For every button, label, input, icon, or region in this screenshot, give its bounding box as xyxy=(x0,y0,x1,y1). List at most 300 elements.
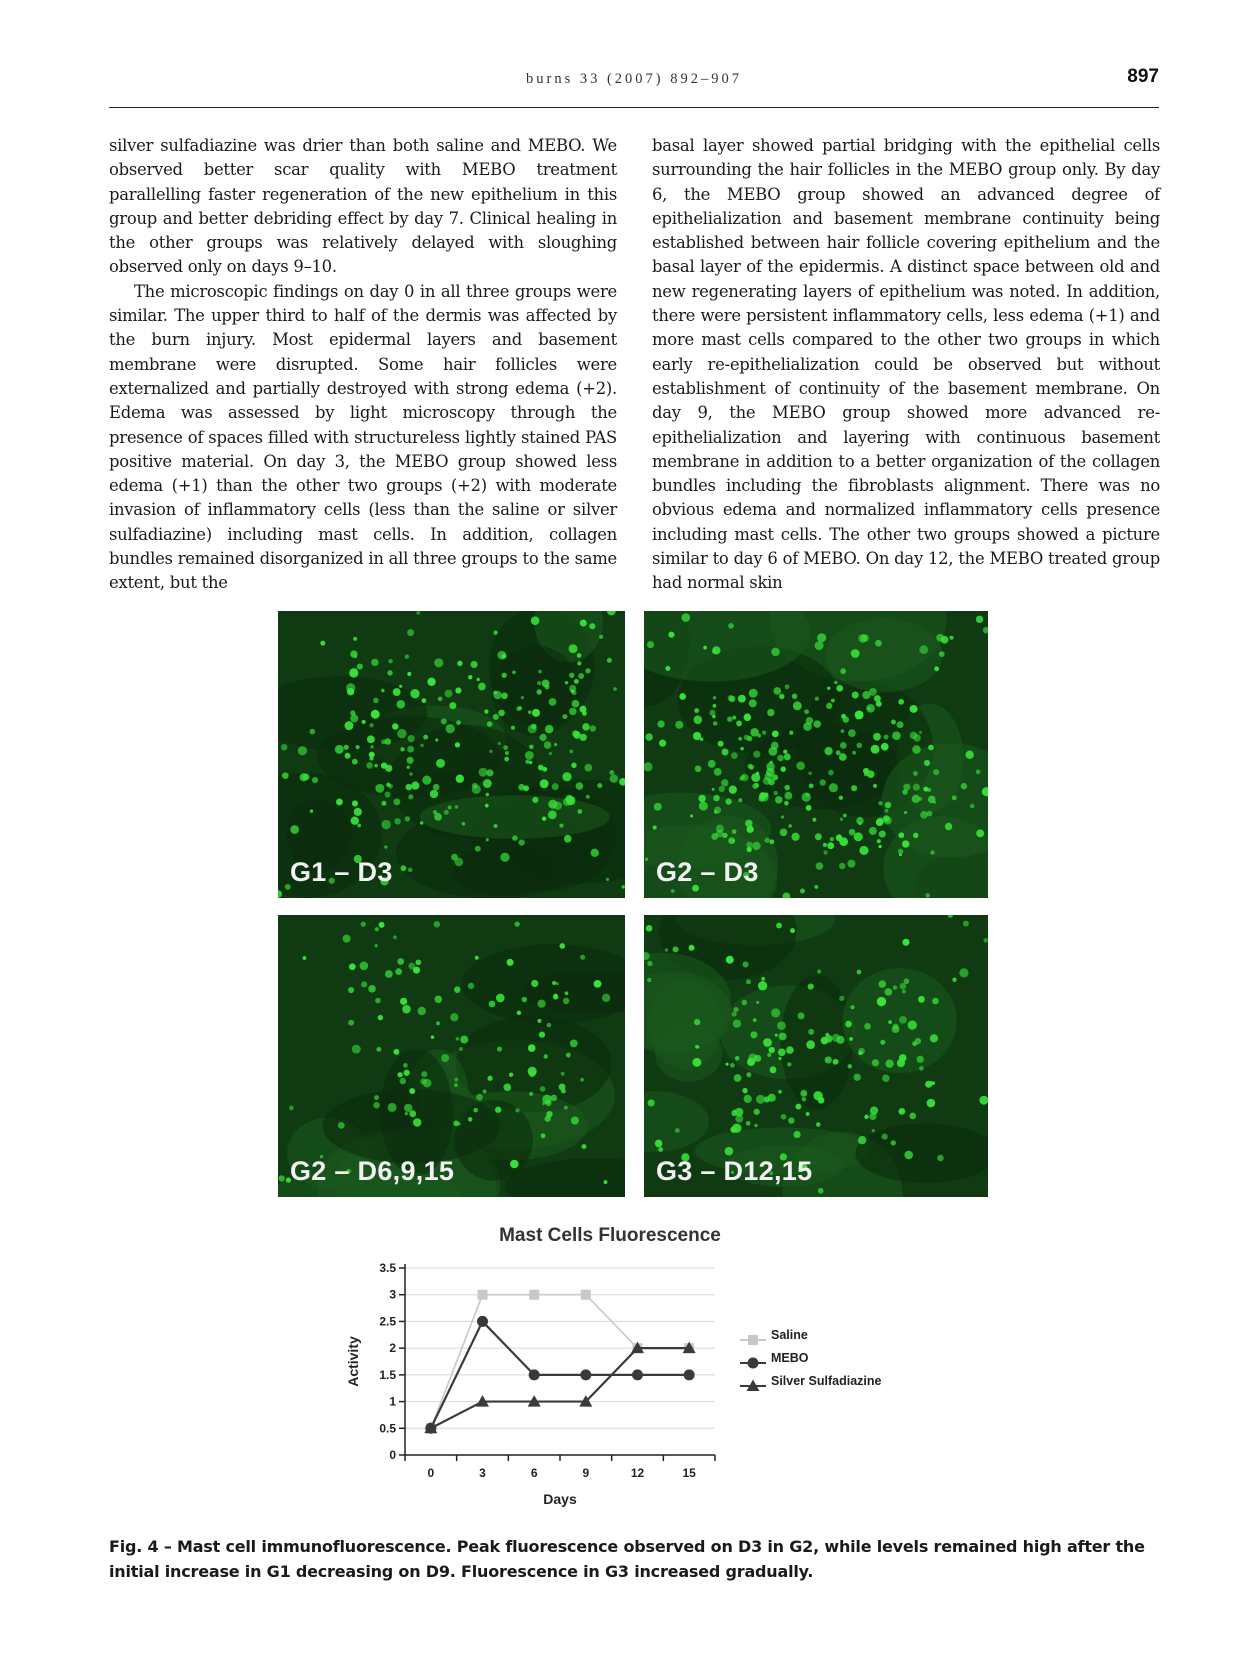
fluorescent-cell xyxy=(738,737,742,741)
chart-title: Mast Cells Fluorescence xyxy=(499,1225,721,1246)
fluorescent-cell xyxy=(903,784,910,791)
fluorescent-cell xyxy=(892,731,901,740)
fluorescent-cell xyxy=(675,721,683,729)
fluorescent-cell xyxy=(503,745,508,750)
micrograph-image xyxy=(644,915,988,1197)
data-point xyxy=(477,1316,488,1327)
fluorescent-cell xyxy=(716,825,724,833)
fluorescent-cell xyxy=(400,998,407,1005)
fluorescent-cell xyxy=(528,1044,536,1052)
fluorescent-cell xyxy=(450,1013,458,1021)
fluorescent-cell xyxy=(976,829,984,837)
fluorescent-cell xyxy=(787,1062,791,1066)
fluorescent-cell xyxy=(570,1039,578,1047)
fluorescent-cell xyxy=(335,745,344,754)
fluorescent-cell xyxy=(578,673,584,679)
fluorescent-cell xyxy=(729,786,737,794)
fluorescent-cell xyxy=(559,1083,566,1090)
fluorescent-cell xyxy=(769,1047,775,1053)
fluorescent-cell xyxy=(802,1097,807,1102)
fluorescent-cell xyxy=(806,1040,815,1049)
fluorescent-cell xyxy=(881,743,889,751)
panel-label: G2 – D6,9,15 xyxy=(290,1156,455,1186)
fluorescent-cell xyxy=(528,710,532,714)
fluorescent-cell xyxy=(388,659,393,664)
fluorescent-cell xyxy=(385,792,391,798)
fluorescent-cell xyxy=(565,681,568,684)
fluorescent-cell xyxy=(564,835,572,843)
data-point xyxy=(529,1290,539,1300)
fluorescent-cell xyxy=(917,1056,924,1063)
fluorescent-cell xyxy=(540,779,549,788)
fluorescent-cell xyxy=(815,833,822,840)
fluorescent-cell xyxy=(904,1151,913,1160)
fluorescent-cell xyxy=(784,785,789,790)
fluorescent-cell xyxy=(529,1092,533,1096)
fluorescent-cell xyxy=(777,755,784,762)
fluorescent-cell xyxy=(456,775,464,783)
fluorescent-cell xyxy=(854,1074,861,1081)
fluorescent-cell xyxy=(344,721,353,730)
fluorescent-cell xyxy=(827,842,834,849)
fluorescent-cell xyxy=(867,770,875,778)
fluorescent-cell xyxy=(773,687,781,695)
fluorescent-cell xyxy=(393,688,401,696)
fluorescent-cell xyxy=(544,1054,548,1058)
paragraph: The microscopic findings on day 0 in all three groups were similar. The upper third to half of the dermis was affected by the burn injury. Most epidermal layers and basement membrane were disrupted. Some hair follicles were externalized and partially destroyed with strong edema (+2). Edema was assessed by light microscopy through the presence of spaces filled with structureless lightly stained PAS positive material. On day 3, the MEBO group showed less edema (+1) than the other two groups (+2) with moderate invasion of inflammatory cells (less than the saline or silver sulfadiazine) including mast cells. In addition, collagen bundles remained disorganized in all three groups to the same extent, but the xyxy=(109,281,617,593)
fluorescent-cell xyxy=(885,1059,893,1067)
fluorescent-cell xyxy=(877,817,884,824)
fluorescent-cell xyxy=(763,1038,772,1047)
fluorescent-cell xyxy=(395,968,402,975)
fluorescent-cell xyxy=(379,922,385,928)
fluorescent-cell xyxy=(732,716,736,720)
fluorescent-cell xyxy=(345,753,351,759)
fluorescent-cell xyxy=(830,837,834,841)
fluorescent-cell xyxy=(352,759,358,765)
fluorescent-cell xyxy=(851,785,857,791)
fluorescent-cell xyxy=(574,679,579,684)
fluorescent-cell xyxy=(965,751,973,759)
fluorescent-cell xyxy=(525,760,529,764)
fluorescent-cell xyxy=(401,865,407,871)
fluorescent-cell xyxy=(609,770,614,775)
legend-label: Saline xyxy=(771,1328,808,1342)
fluorescent-cell xyxy=(446,724,455,733)
fluorescent-cell xyxy=(576,782,584,790)
fluorescent-cell xyxy=(932,1081,935,1084)
fluorescent-cell xyxy=(786,1046,794,1054)
fluorescent-cell xyxy=(405,1112,408,1115)
fluorescent-cell xyxy=(473,1108,478,1113)
data-point xyxy=(478,1290,488,1300)
fluorescent-cell xyxy=(505,751,509,755)
fluorescent-cell xyxy=(756,1095,765,1104)
fluorescent-cell xyxy=(930,1034,938,1042)
fluorescent-cell xyxy=(694,708,699,713)
fluorescent-cell xyxy=(515,921,520,926)
paragraph: basal layer showed partial bridging with the epithelial cells surrounding the hair follicles in the MEBO group only. By day 6, the MEBO group showed an advanced degree of epithelialization and basement membrane continuity being established between hair follicle covering epithelium and the basal layer of the epidermis. A distinct space between old and new regenerating layers of epithelium was noted. In addition, there were persistent inflammatory cells, less edema (+1) and more mast cells compared to the other two groups in which early re-epithelialization could be observed but without establishment of continuity of the basement membrane. On day 9, the MEBO group showed more advanced re-epithelialization and layering with continuous basement membrane in addition to a better organization of the collagen bundles including the fibroblasts alignment. There was no obvious edema and normalized inflammatory cells presence including mast cells. The other two groups showed a picture similar to day 6 of MEBO. On day 12, the MEBO treated group had normal skin xyxy=(652,136,1160,593)
fluorescent-cell xyxy=(422,698,427,703)
fluorescent-cell xyxy=(781,1114,787,1120)
fluorescent-cell xyxy=(577,661,581,665)
legend-marker xyxy=(748,1358,759,1369)
fluorescent-cell xyxy=(928,745,934,751)
fluorescent-cell xyxy=(551,1095,558,1102)
fluorescent-cell xyxy=(281,744,288,751)
fluorescent-cell xyxy=(950,636,954,640)
fluorescent-cell xyxy=(489,750,492,753)
fluorescent-cell xyxy=(891,720,896,725)
fluorescent-cell xyxy=(753,751,760,758)
fluorescent-cell xyxy=(849,829,856,836)
fluorescent-cell xyxy=(873,733,881,741)
fluorescent-cell xyxy=(397,1072,402,1077)
fluorescent-cell xyxy=(749,689,758,698)
fluorescent-cell xyxy=(979,1096,988,1105)
fluorescent-cell xyxy=(777,1021,786,1030)
fluorescent-cell xyxy=(750,1031,757,1038)
fluorescent-cell xyxy=(733,1109,736,1112)
fluorescent-cell xyxy=(828,770,834,776)
fluorescent-cell xyxy=(898,849,904,855)
fluorescent-cell xyxy=(366,762,373,769)
fluorescent-cell xyxy=(434,921,440,927)
fluorescent-cell xyxy=(658,1147,663,1152)
fluorescent-cell xyxy=(818,1188,824,1194)
fluorescent-cell xyxy=(556,982,559,985)
fluorescent-cell xyxy=(413,1118,421,1126)
fluorescent-cell xyxy=(525,751,534,760)
fluorescent-cell xyxy=(923,787,928,792)
fluorescent-cell xyxy=(679,693,686,700)
fluorescent-cell xyxy=(827,687,830,690)
legend-label: Silver Sulfadiazine xyxy=(771,1374,882,1388)
fluorescent-cell xyxy=(362,720,366,724)
fluorescent-cell xyxy=(655,1140,663,1148)
fluorescent-cell xyxy=(711,833,718,840)
fluorescent-cell xyxy=(732,829,737,834)
fluorescent-cell xyxy=(647,978,651,982)
fluorescent-cell xyxy=(540,1086,546,1092)
fluorescent-cell xyxy=(812,818,816,822)
fluorescent-cell xyxy=(833,1059,839,1065)
x-tick-label: 15 xyxy=(682,1466,696,1480)
fluorescent-cell xyxy=(374,764,378,768)
fluorescent-cell xyxy=(855,710,864,719)
fluorescent-cell xyxy=(367,735,375,743)
fluorescent-cell xyxy=(788,824,791,827)
fluorescent-cell xyxy=(698,795,705,802)
fluorescent-cell xyxy=(732,1012,737,1017)
fluorescent-cell xyxy=(455,742,460,747)
fluorescent-cell xyxy=(755,783,759,787)
fluorescent-cell xyxy=(454,1078,458,1082)
fluorescent-cell xyxy=(745,820,752,827)
micrograph-g2-d6-9-15 xyxy=(278,915,625,1197)
fluorescent-cell xyxy=(559,943,565,949)
fluorescent-cell xyxy=(806,793,810,797)
fluorescent-cell xyxy=(539,734,546,741)
fluorescent-cell xyxy=(393,798,400,805)
fluorescent-cell xyxy=(303,956,307,960)
fluorescent-cell xyxy=(501,673,506,678)
fluorescent-cell xyxy=(586,795,590,799)
fluorescent-cell xyxy=(468,675,472,679)
fluorescent-cell xyxy=(769,839,774,844)
fluorescent-cell xyxy=(431,1035,435,1039)
fluorescent-cell xyxy=(553,994,558,999)
fluorescent-cell xyxy=(741,774,749,782)
fluorescent-cell xyxy=(518,839,524,845)
fluorescent-cell xyxy=(476,1094,483,1101)
fluorescent-cell xyxy=(743,961,749,967)
fluorescent-cell xyxy=(933,769,939,775)
fluorescent-cell xyxy=(983,938,988,943)
fluorescent-cell xyxy=(562,772,571,781)
fluorescent-cell xyxy=(809,783,814,788)
fluorescent-cell xyxy=(784,801,789,806)
fluorescent-cell xyxy=(831,699,835,703)
micrograph-image xyxy=(278,915,625,1197)
header-rule xyxy=(109,107,1159,108)
fluorescent-cell xyxy=(517,1011,521,1015)
tissue-texture xyxy=(323,1089,501,1163)
fluorescent-cell xyxy=(919,1066,924,1071)
fluorescent-cell xyxy=(790,928,795,933)
fluorescent-cell xyxy=(817,633,826,642)
fluorescent-cell xyxy=(795,1104,801,1110)
fluorescent-cell xyxy=(714,807,721,814)
fluorescent-cell xyxy=(728,623,734,629)
fluorescent-cell xyxy=(282,772,289,779)
fluorescent-cell xyxy=(849,1037,853,1041)
y-tick-label: 3 xyxy=(389,1287,396,1302)
fluorescent-cell xyxy=(937,1155,944,1162)
fluorescent-cell xyxy=(736,721,742,727)
fluorescent-cell xyxy=(976,770,981,775)
fluorescent-cell xyxy=(454,986,461,993)
fluorescent-cell xyxy=(388,1103,397,1112)
fluorescent-cell xyxy=(537,1000,545,1008)
fluorescent-cell xyxy=(912,745,921,754)
fluorescent-cell xyxy=(708,760,716,768)
fluorescent-cell xyxy=(843,814,847,818)
fluorescent-cell xyxy=(584,764,592,772)
data-point xyxy=(581,1290,591,1300)
fluorescent-cell xyxy=(869,1113,876,1120)
fluorescent-cell xyxy=(531,616,540,625)
fluorescent-cell xyxy=(531,724,536,729)
fluorescent-cell xyxy=(834,681,837,684)
fluorescent-cell xyxy=(714,768,722,776)
fluorescent-cell xyxy=(357,824,361,828)
fluorescent-cell xyxy=(359,961,368,970)
fluorescent-cell xyxy=(361,922,366,927)
fluorescent-cell xyxy=(902,939,909,946)
fluorescent-cell xyxy=(930,850,934,854)
fluorescent-cell xyxy=(532,709,540,717)
fluorescent-cell xyxy=(494,824,498,828)
fluorescent-cell xyxy=(897,721,904,728)
fluorescent-cell xyxy=(504,757,509,762)
fluorescent-cell xyxy=(836,750,841,755)
fluorescent-cell xyxy=(580,620,587,627)
fluorescent-cell xyxy=(468,1117,473,1122)
fluorescent-cell xyxy=(693,732,701,740)
fluorescent-cell xyxy=(531,980,538,987)
fluorescent-cell xyxy=(722,748,729,755)
fluorescent-cell xyxy=(814,885,818,889)
fluorescent-cell xyxy=(539,1032,545,1038)
fluorescent-cell xyxy=(725,1147,734,1156)
fluorescent-cell xyxy=(646,925,653,932)
fluorescent-cell xyxy=(353,637,357,641)
y-tick-label: 0.5 xyxy=(379,1421,396,1436)
fluorescent-cell xyxy=(289,1106,294,1111)
fluorescent-cell xyxy=(648,1099,655,1106)
fluorescent-cell xyxy=(548,800,557,809)
fluorescent-cell xyxy=(749,764,754,769)
fluorescent-cell xyxy=(904,811,907,814)
fluorescent-cell xyxy=(375,998,381,1004)
fluorescent-cell xyxy=(815,697,819,701)
fluorescent-cell xyxy=(866,704,875,713)
fluorescent-cell xyxy=(963,921,969,927)
fluorescent-cell xyxy=(483,1089,487,1093)
fluorescent-cell xyxy=(754,1124,757,1127)
fluorescent-cell xyxy=(727,717,732,722)
fluorescent-cell xyxy=(552,783,559,790)
fluorescent-cell xyxy=(376,1047,381,1052)
micrograph-image xyxy=(644,611,988,898)
fluorescent-cell xyxy=(448,805,452,809)
fluorescent-cell xyxy=(808,771,812,775)
fluorescent-cell xyxy=(501,692,508,699)
fluorescent-cell xyxy=(538,670,542,674)
fluorescent-cell xyxy=(791,833,799,841)
fluorescent-cell xyxy=(348,1020,354,1026)
fluorescent-cell xyxy=(509,1072,513,1076)
fluorescent-cell xyxy=(934,666,939,671)
fluorescent-cell xyxy=(898,699,904,705)
fluorescent-cell xyxy=(784,753,791,760)
fluorescent-cell xyxy=(785,685,790,690)
fluorescent-cell xyxy=(569,673,574,678)
fluorescent-cell xyxy=(804,709,809,714)
fluorescent-cell xyxy=(874,695,881,702)
fluorescent-cell xyxy=(542,767,547,772)
fluorescent-cell xyxy=(872,1129,875,1132)
fluorescent-cell xyxy=(775,1034,778,1037)
fluorescent-cell xyxy=(423,1079,432,1088)
fluorescent-cell xyxy=(864,1023,871,1030)
fluorescent-cell xyxy=(913,833,919,839)
fluorescent-cell xyxy=(351,817,359,825)
micrograph-g1-d3 xyxy=(278,611,625,898)
fluorescent-cell xyxy=(434,658,443,667)
fluorescent-cell xyxy=(460,1036,468,1044)
fluorescent-cell xyxy=(445,690,453,698)
fluorescent-cell xyxy=(456,720,461,725)
fluorescent-cell xyxy=(381,762,387,768)
fluorescent-cell xyxy=(847,860,855,868)
fluorescent-cell xyxy=(888,1020,892,1024)
fluorescent-cell xyxy=(712,646,720,654)
fluorescent-cell xyxy=(837,685,843,691)
fluorescent-cell xyxy=(369,723,373,727)
fluorescent-cell xyxy=(858,822,861,825)
fluorescent-cell xyxy=(858,1048,865,1055)
fluorescent-cell xyxy=(435,996,443,1004)
fluorescent-cell xyxy=(338,1122,345,1129)
fluorescent-cell xyxy=(829,783,838,792)
fluorescent-cell xyxy=(924,760,930,766)
fluorescent-cell xyxy=(475,846,481,852)
fluorescent-cell xyxy=(945,823,952,830)
fluorescent-cell xyxy=(826,1033,830,1037)
fluorescent-cell xyxy=(839,753,847,761)
fluorescent-cell xyxy=(549,698,557,706)
fluorescent-cell xyxy=(418,1007,426,1015)
fluorescent-cell xyxy=(780,829,788,837)
fluorescent-cell xyxy=(397,958,404,965)
fluorescent-cell xyxy=(409,772,412,775)
x-tick-label: 0 xyxy=(427,1466,435,1480)
legend-marker xyxy=(748,1335,758,1345)
fluorescent-cell xyxy=(516,706,521,711)
fluorescent-cell xyxy=(564,1106,568,1110)
fluorescent-cell xyxy=(370,756,374,760)
fluorescent-cell xyxy=(278,1175,284,1181)
fluorescent-cell xyxy=(453,1121,459,1127)
fluorescent-cell xyxy=(668,632,674,638)
fluorescent-cell xyxy=(877,997,886,1006)
fluorescent-cell xyxy=(310,729,316,735)
y-tick-label: 1 xyxy=(389,1394,396,1409)
fluorescent-cell xyxy=(897,1059,905,1067)
fluorescent-cell xyxy=(528,1067,537,1076)
fluorescent-cell xyxy=(713,696,716,699)
fluorescent-cell xyxy=(374,1095,379,1100)
fluorescent-cell xyxy=(731,752,738,759)
fluorescent-cell xyxy=(397,729,406,738)
fluorescent-cell xyxy=(613,687,617,691)
fluorescent-cell xyxy=(604,1180,608,1184)
fluorescent-cell xyxy=(512,835,518,841)
fluorescent-cell xyxy=(902,840,909,847)
fluorescent-cell xyxy=(454,858,463,867)
fluorescent-cell xyxy=(542,679,550,687)
fluorescent-cell xyxy=(320,641,325,646)
fluorescent-cell xyxy=(885,988,893,996)
fluorescent-cell xyxy=(594,980,602,988)
fluorescent-cell xyxy=(767,1053,771,1057)
fluorescent-cell xyxy=(788,1117,794,1123)
fluorescent-cell xyxy=(357,663,363,669)
fluorescent-cell xyxy=(486,838,489,841)
fluorescent-cell xyxy=(913,771,918,776)
fluorescent-cell xyxy=(927,1099,936,1108)
fluorescent-cell xyxy=(545,725,553,733)
fluorescent-cell xyxy=(589,623,595,629)
fluorescent-cell xyxy=(839,796,843,800)
fluorescent-cell xyxy=(840,668,846,674)
fluorescent-cell xyxy=(472,785,481,794)
fluorescent-cell xyxy=(740,747,744,751)
fluorescent-cell xyxy=(726,956,734,964)
fluorescent-cell xyxy=(824,747,832,755)
